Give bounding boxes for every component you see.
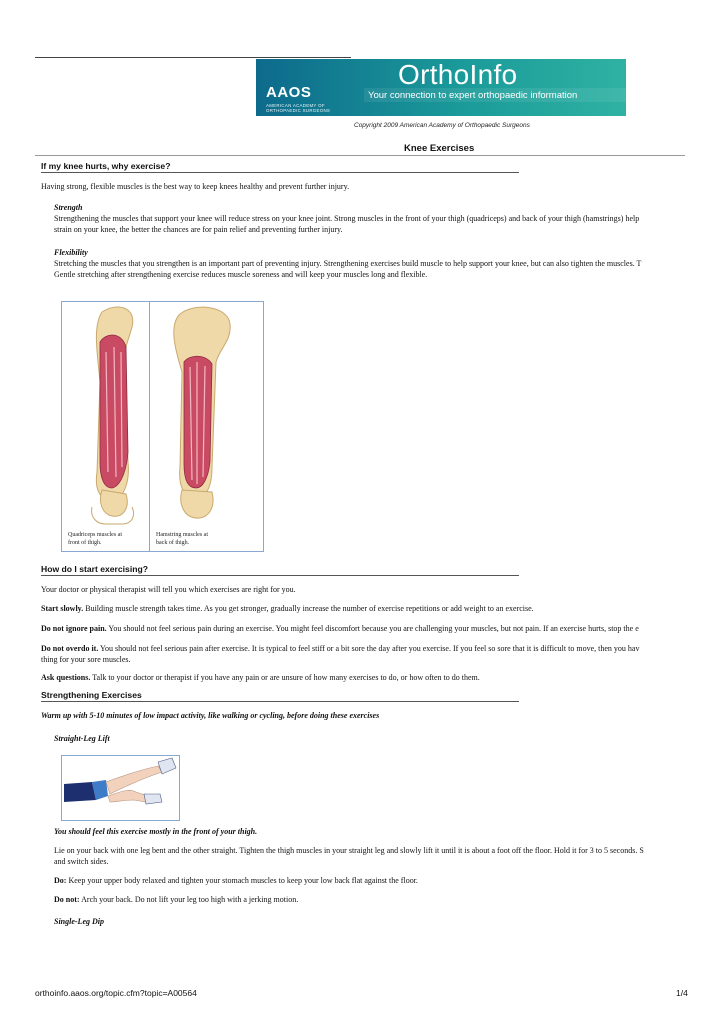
straight-leg-lift-desc-line-2: and switch sides. (54, 857, 109, 866)
do-text: Keep your upper body relaxed and tighten your stomach muscles to keep your low back flat against the floor. (66, 876, 418, 885)
hamstring-figure (149, 301, 264, 552)
overdo-label: Do not overdo it. (41, 644, 99, 653)
quadriceps-caption-line-2: front of thigh. (68, 540, 102, 546)
straight-leg-lift-do (54, 875, 685, 886)
brand-title: OrthoInfo (398, 59, 518, 90)
section-heading-start-exercising: How do I start exercising? (41, 564, 148, 574)
donot-text: Arch your back. Do not lift your leg too high with a jerking motion. (79, 895, 299, 904)
donot-label: Do not: (54, 895, 80, 904)
section-rule (41, 701, 519, 702)
ignore-pain-text: You should not feel serious pain during an exercise. You might feel discomfort because you are challenging your muscles, but not pain. If an exercise hurts, stop the e (106, 624, 639, 633)
single-leg-dip-heading: Single-Leg Dip (54, 917, 104, 926)
section-rule (41, 575, 519, 576)
ask-questions-text: Talk to your doctor or therapist if you have any pain or are unsure of how many exercises to do, or how often to do them. (90, 673, 480, 682)
section-heading-strengthening: Strengthening Exercises (41, 690, 142, 700)
ignore-pain-paragraph (41, 623, 685, 634)
strength-line-2: strain on your knee, the better the chances are for pain relief and preventing further injury. (54, 225, 343, 234)
section-rule (41, 172, 519, 173)
hamstring-caption-line-2: back of thigh. (156, 540, 190, 546)
ask-questions-paragraph (41, 672, 685, 683)
orthoinfo-banner[interactable] (256, 59, 626, 116)
strength-heading: Strength (54, 203, 83, 212)
brand-tagline: Your connection to expert orthopaedic information (368, 90, 578, 101)
quadriceps-caption-line-1: Quadriceps muscles at (68, 532, 122, 538)
flexibility-line-2: Gentle stretching after strengthening exercise reduces muscle soreness and will keep your muscles long and flexible. (54, 270, 428, 279)
straight-leg-lift-feel: You should feel this exercise mostly in the front of your thigh. (54, 827, 258, 836)
flexibility-heading: Flexibility (54, 248, 88, 257)
aaos-org-name: AMERICAN ACADEMY OF ORTHOPAEDIC SURGEONS (266, 103, 331, 113)
straight-leg-lift-illustration (62, 756, 179, 820)
section-heading-why-exercise: If my knee hurts, why exercise? (41, 161, 171, 171)
hamstring-caption-line-1: Hamstring muscles at (156, 532, 208, 538)
intro-paragraph: Having strong, flexible muscles is the best way to keep knees healthy and prevent further injury. (41, 182, 350, 191)
straight-leg-lift-heading: Straight-Leg Lift (54, 734, 110, 743)
doctor-paragraph: Your doctor or physical therapist will tell you which exercises are right for you. (41, 585, 296, 594)
warmup-note: Warm up with 5-10 minutes of low impact activity, like walking or cycling, before doing these exercises (41, 711, 380, 720)
straight-leg-lift-figure (61, 755, 180, 821)
quadriceps-caption (68, 531, 122, 547)
title-rule (35, 155, 685, 156)
ignore-pain-label: Do not ignore pain. (41, 624, 107, 633)
start-slowly-text: Building muscle strength takes time. As you get stronger, gradually increase the number of exercise repetitions or add weight to an exercise. (83, 604, 534, 613)
do-label: Do: (54, 876, 67, 885)
start-slowly-label: Start slowly. (41, 604, 84, 613)
ask-questions-label: Ask questions. (41, 673, 91, 682)
overdo-paragraph-line-2: thing for your sore muscles. (41, 655, 131, 664)
header-rule (35, 57, 351, 58)
start-slowly-paragraph (41, 603, 685, 614)
hamstring-illustration (150, 302, 263, 527)
overdo-text: You should not feel serious pain after exercise. It is typical to feel stiff or a bit sore the day after you exercise. If you feel so sore that it is difficult to move, then you hav (98, 644, 640, 653)
footer-page-number: 1/4 (676, 988, 688, 998)
straight-leg-lift-donot (54, 894, 685, 905)
footer-url[interactable]: orthoinfo.aaos.org/topic.cfm?topic=A00564 (35, 988, 197, 998)
aaos-logo: AAOS (266, 84, 312, 101)
strength-line-1: Strengthening the muscles that support your knee will reduce stress on your knee joint. Strong muscles in the front of your thigh (quadriceps) and back of your thigh (hamstrings) help (54, 214, 640, 223)
straight-leg-lift-desc-line-1: Lie on your back with one leg bent and the other straight. Tighten the thigh muscles in your straight leg and slowly lift it until it is about a foot off the floor. Hold it for 3 to 5 seconds. S (54, 846, 644, 855)
page-title: Knee Exercises (404, 143, 475, 154)
hamstring-caption (156, 531, 208, 547)
flexibility-line-1: Stretching the muscles that you strengthen is an important part of preventing injury. Strengthening exercises build muscle to help support your knee, but can also tighten the muscles. T (54, 259, 642, 268)
copyright-notice: Copyright 2009 American Academy of Orthopaedic Surgeons (354, 122, 530, 129)
overdo-paragraph-line-1 (41, 643, 685, 654)
